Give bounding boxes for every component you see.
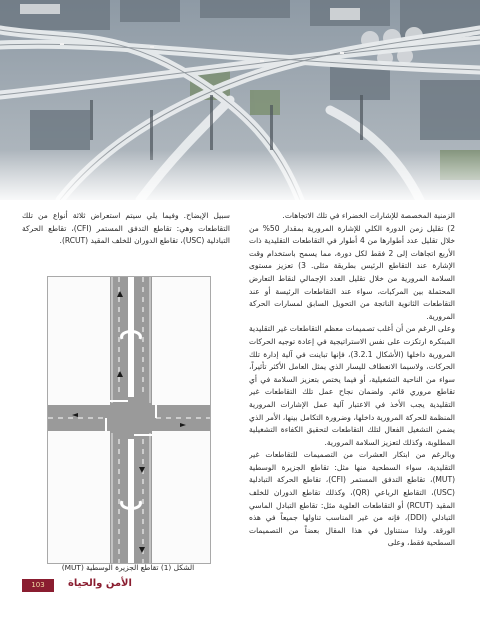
mut-intersection-diagram (48, 277, 210, 563)
median-bottom (128, 439, 134, 563)
paragraph: وبالرغم من ابتكار العشرات من التصميمات للتقاطعات غير التقليدية، سواء السطحية منها مثل: تقاطع الجزيرة الوسطية (MUT)، تقاطع التدفق المستمر (CFI)، تقاطع الحركة التبادلية (USC)، التقاطع الرباعي (QR)، وكذلك تقاطع الدوران للخلف المقيد (RCUT) أو التقاطعات العلوية مثل: تقاطع التبادل الماسي التبادلي (DDI)، فإنه من غير المناسب تناولها جميعاً في هذه الورقة. ولذا سنتناول في هذا المقال بعضاً من التصميمات السطحية فقط، وعلى (249, 450, 455, 548)
paragraph: وعلى الرغم من أن أغلب تصميمات معظم التقاطعات غير التقليدية المبتكرة ارتكزت على نفس الاستراتيجية في إعادة توجيه الحركات المرورية داخلها (الأشكال 3.2.1)، فإنها تباينت في آلية إدارة تلك الحركات، ولاسيما الانعطاف لليسار الذي يمثل العامل الأكثر تأثيراً، سواء من الناحية التشغيلية، أو فيما يختص بتعزيز السلامة في أي تقاطع مروري قائم. ولضمان نجاح عمل تلك التقاطعات غير التقليدية يجب الأخذ في الاعتبار آلية عمل الإشارات المرورية المنظمة للحركة المرورية داخلها، وضرورة التكامل بينها، الأمر الذي يضمن التشغيل الفعال لتلك التقاطعات لتحقيق الكفاءة التشغيلية المطلوبة، وكذلك لتعزيز السلامة المرورية. (249, 324, 455, 447)
figure-frame (47, 276, 211, 564)
photo-fade (0, 150, 480, 205)
page-number-badge: 103 (22, 579, 54, 592)
paragraph: الزمنية المخصصة للإشارات الخضراء في تلك الاتجاهات. (282, 211, 455, 220)
article-left-column (22, 210, 230, 268)
figure-caption: الشكل (1) تقاطع الجزيرة الوسطية (MUT) (61, 563, 195, 572)
paragraph: سبيل الإيضاح. وفيما يلي سيتم استعراض ثلاثة أنواع من تلك التقاطعات وهي: تقاطع التدفق المستمر (CFI)، تقاطع الحركة التبادلية (USC)، تقاطع الدوران للخلف المقيد (RCUT). (22, 211, 230, 246)
paragraph: 2) تقليل زمن الدورة الكلي للإشارة المرورية بمقدار 50% من خلال تقليل عدد أطوارها من 4 أطوار في التقاطعات التقليدية ذات الأربع اتجاهات إلى 2 فقط لكل دورة، مما يسمح باستخدام وقت الإشارة عند التقاطع الرئيس بطريقة مثلى. 3) تعزيز مستوى السلامة المرورية من خلال تقليل العدد الإجمالي لنقاط التعارض المحتملة بين المركبات، سواء عند التقاطعات الرئيسة أو عند التقاطعات الثانوية الناتجة من التحويل السابق لمسارات الحركة المرورية. (249, 223, 455, 321)
magazine-brand: الأمن والحياة (68, 578, 132, 589)
article-right-column (249, 210, 455, 580)
median-top (128, 277, 134, 397)
